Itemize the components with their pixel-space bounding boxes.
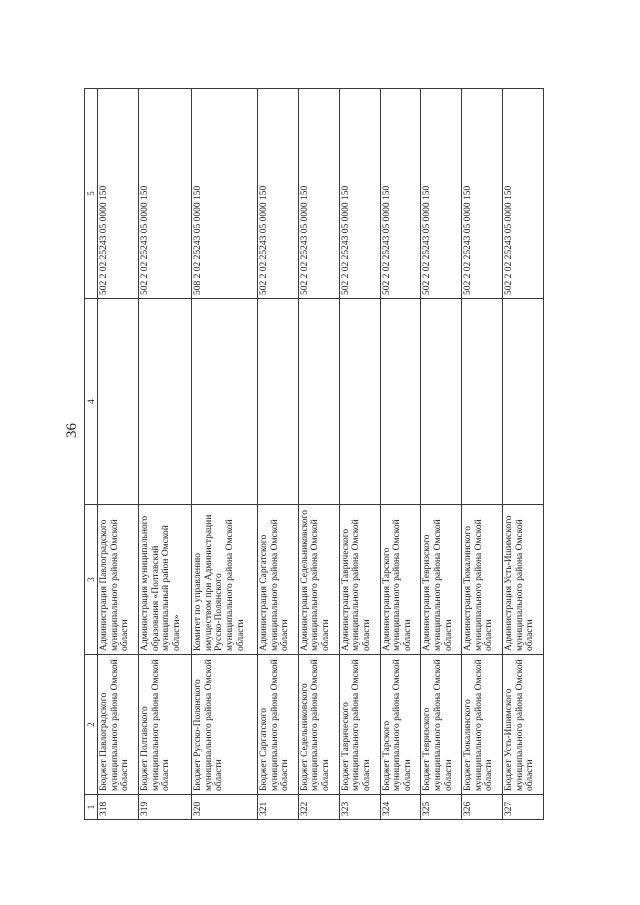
table-header [85,89,98,820]
row-number: 319 [138,795,191,820]
administrator-cell: Администрация муниципального образования «Полтавский муниципальный район Омской области» [138,505,191,655]
row-number: 325 [421,795,462,820]
budget-cell: Бюджет Русско-Полянского муниципального района Омской области [192,655,258,795]
column-4-cell [298,299,339,505]
table-row [462,89,503,820]
administrator-cell: Администрация Седельниковского муниципального района Омской области [298,505,339,655]
column-4-cell [192,299,258,505]
administrator-cell: Администрация Павлоградского муниципального района Омской области [98,505,139,655]
column-4-cell [339,299,380,505]
budget-cell: Бюджет Полтавского муниципального района Омской области [138,655,191,795]
table-row [380,89,421,820]
administrator-cell: Администрация Тевризского муниципального района Омской области [421,505,462,655]
column-4-cell [380,299,421,505]
code-cell: 502 2 02 25243 05 0000 150 [138,89,191,299]
table-row [298,89,339,820]
table-row [192,89,258,820]
row-number: 324 [380,795,421,820]
header-col-3: 3 [85,505,98,655]
administrator-cell: Администрация Усть-Ишимского муниципального района Омской области [503,505,544,655]
table-body [98,89,544,820]
table-row [421,89,462,820]
row-number: 327 [503,795,544,820]
budget-cell: Бюджет Павлоградского муниципального района Омской области [98,655,139,795]
rotated-table-container [84,89,544,820]
code-cell: 502 2 02 25243 05 0000 150 [503,89,544,299]
administrator-cell: Администрация Саргатского муниципального района Омской области [257,505,298,655]
budget-cell: Бюджет Тарского муниципального района Омской области [380,655,421,795]
code-cell: 502 2 02 25243 05 0000 150 [298,89,339,299]
header-row [85,89,98,820]
budget-cell: Бюджет Тюкалинского муниципального района Омской области [462,655,503,795]
code-cell: 502 2 02 25243 05 0000 150 [98,89,139,299]
budget-cell: Бюджет Усть-Ишимского муниципального района Омской области [503,655,544,795]
table-row [138,89,191,820]
code-cell: 502 2 02 25243 05 0000 150 [380,89,421,299]
column-4-cell [98,299,139,505]
administrator-cell: Администрация Таврического муниципального района Омской области [339,505,380,655]
budget-cell: Бюджет Саргатского муниципального района Омской области [257,655,298,795]
row-number: 320 [192,795,258,820]
table-row [339,89,380,820]
column-4-cell [462,299,503,505]
code-cell: 502 2 02 25243 05 0000 150 [339,89,380,299]
row-number: 323 [339,795,380,820]
column-4-cell [138,299,191,505]
code-cell: 502 2 02 25243 05 0000 150 [257,89,298,299]
row-number: 321 [257,795,298,820]
column-4-cell [503,299,544,505]
header-col-4: 4 [85,299,98,505]
code-cell: 502 2 02 25243 05 0000 150 [421,89,462,299]
table-row [257,89,298,820]
header-col-5: 5 [85,89,98,299]
administrator-cell: Администрация Тарского муниципального района Омской области [380,505,421,655]
column-4-cell [257,299,298,505]
budget-cell: Бюджет Таврического муниципального района Омской области [339,655,380,795]
header-col-2: 2 [85,655,98,795]
page-number: 36 [64,423,80,438]
code-cell: 502 2 02 25243 05 0000 150 [462,89,503,299]
table-row [503,89,544,820]
budget-cell: Бюджет Тевризского муниципального района Омской области [421,655,462,795]
row-number: 318 [98,795,139,820]
header-col-1: 1 [85,795,98,820]
budget-table [84,88,544,820]
budget-cell: Бюджет Седельниковского муниципального района Омской области [298,655,339,795]
row-number: 322 [298,795,339,820]
column-4-cell [421,299,462,505]
row-number: 326 [462,795,503,820]
code-cell: 508 2 02 25243 05 0000 150 [192,89,258,299]
table-row [98,89,139,820]
administrator-cell: Комитет по управлению имуществом при Администрации Русско-Полянского муниципального района Омской области [192,505,258,655]
administrator-cell: Администрация Тюкалинского муниципального района Омской области [462,505,503,655]
